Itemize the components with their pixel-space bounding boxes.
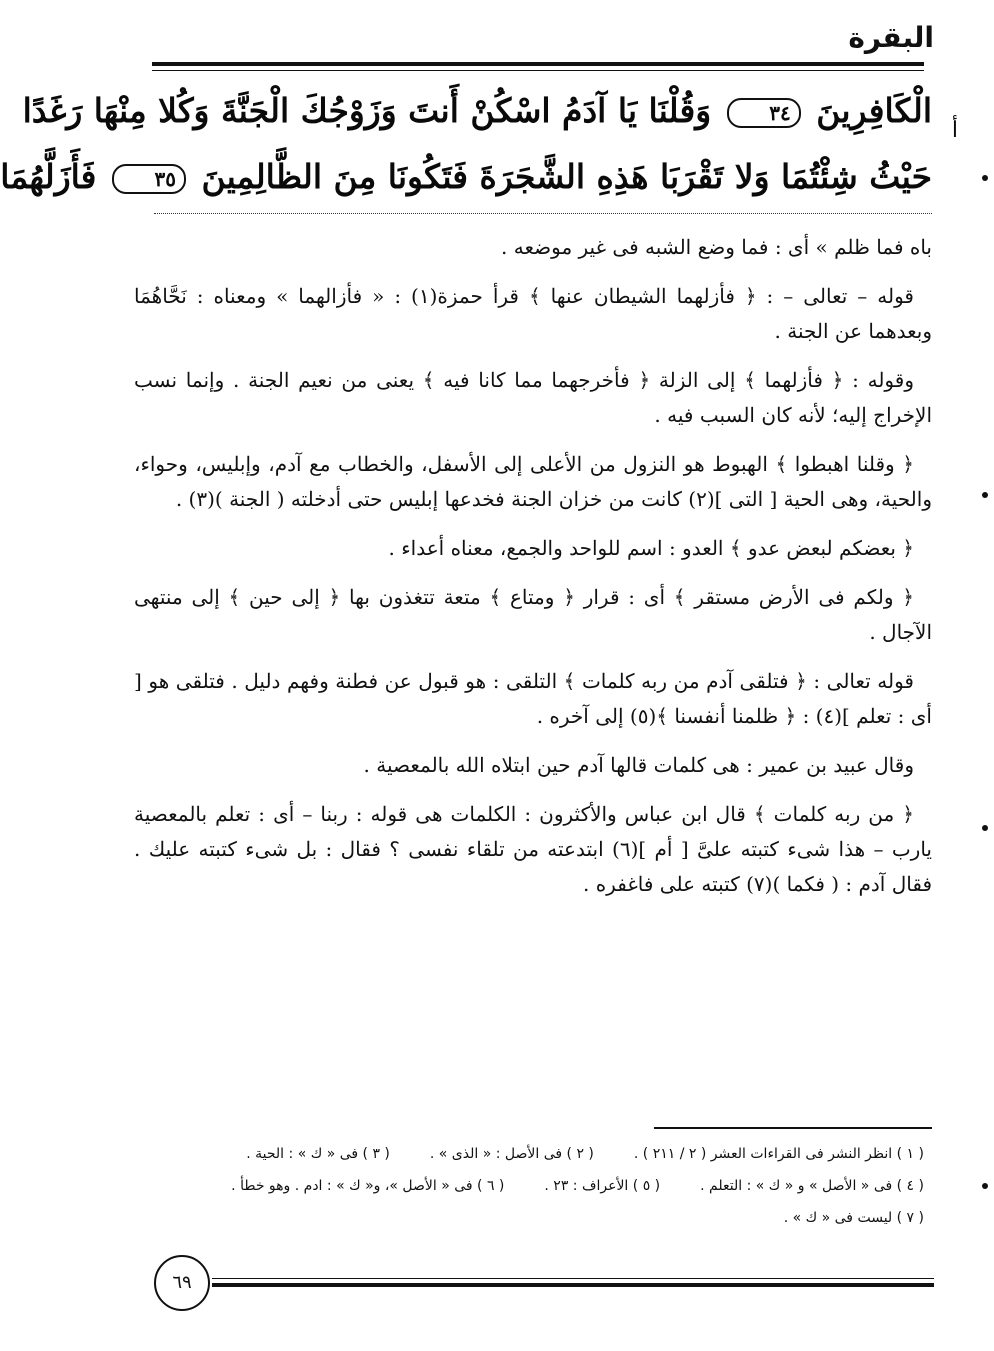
header-rule-thin	[152, 70, 924, 71]
commentary-body	[134, 230, 932, 916]
header-rule-thick	[152, 62, 924, 66]
scan-mark	[982, 825, 988, 831]
quran-verse-block	[0, 78, 958, 210]
quran-text: حَيْثُ شِئْتُمَا وَلا تَقْرَبَا هَذِهِ الشَّجَرَةَ فَتَكُونَا مِنَ الظَّالِمِينَ	[201, 157, 932, 196]
footnote: ( ٤ ) فى « الأصل » و « ك » : التعلم .	[700, 1178, 924, 1194]
footer-rule-thick	[212, 1283, 934, 1287]
paragraph: ﴿ وقلنا اهبطوا ﴾ الهبوط هو النزول من الأعلى إلى الأسفل، والخطاب مع آدم، وإبليس، وحواء، والحية، وهى الحية [ التى ](٢) كانت من خزان الجنة فخدعها إبليس حتى أدخلته ( الجنة )(٣) .	[134, 452, 932, 511]
paragraph: ﴿ ولكم فى الأرض مستقر ﴾ أى : قرار ﴿ ومتاع ﴾ متعة تتغذون بها ﴿ إلى حين ﴾ إلى منتهى الآجال .	[134, 585, 932, 644]
paragraph: وقال عبيد بن عمير : هى كلمات قالها آدم حين ابتلاه الله بالمعصية .	[363, 753, 914, 777]
paragraph: باه فما ظلم » أى : فما وضع الشبه فى غير موضعه .	[501, 235, 932, 259]
footnotes	[142, 1138, 924, 1234]
quran-line-2	[0, 144, 932, 210]
footnote: ( ١ ) انظر النشر فى القراءات العشر ( ٢ / ٢١١ ) .	[633, 1146, 924, 1162]
footnote: ( ٦ ) فى « الأصل »، و« ك » : ادم . وهو خطأ .	[231, 1178, 505, 1194]
footnote: ( ٣ ) فى « ك » : الحية .	[246, 1146, 390, 1162]
ayah-number-marker: ٣٥	[112, 164, 186, 194]
quran-text: الْكَافِرِينَ	[816, 91, 932, 130]
paragraph: وقوله : ﴿ فأزلهما ﴾ إلى الزلة ﴿ فأخرجهما مما كانا فيه ﴾ يعنى من نعيم الجنة . وإنما نسب الإخراج إليه؛ لأنه كان السبب فيه .	[134, 368, 932, 427]
scan-mark	[982, 175, 988, 181]
verse-separator	[154, 213, 932, 214]
page-number: ٦٩	[154, 1255, 210, 1311]
scan-mark	[982, 1183, 988, 1189]
quran-line-1	[22, 78, 932, 144]
quran-text: فَأَزَلَّهُمَا	[0, 157, 97, 196]
footer-rule-thin	[212, 1278, 934, 1279]
ayah-number-marker: ٣٤	[727, 98, 801, 128]
footnote: ( ٢ ) فى الأصل : « الذى » .	[429, 1146, 594, 1162]
footnote-row	[142, 1202, 924, 1234]
footnote-row	[142, 1138, 924, 1170]
footnote: ( ٧ ) ليست فى « ك » .	[783, 1210, 924, 1226]
footnote-row	[142, 1170, 924, 1202]
footnote-rule	[654, 1127, 932, 1129]
margin-marker: أ	[951, 118, 958, 143]
surah-title: البقرة	[848, 21, 934, 54]
scan-mark	[982, 492, 988, 498]
footnote: ( ٥ ) الأعراف : ٢٣ .	[544, 1178, 661, 1194]
paragraph: قوله – تعالى – : ﴿ فأزلهما الشيطان عنها ﴾ قرأ حمزة(١) : « فأزالهما » ومعناه : نَحَّاهُمَا وبعدهما عن الجنة .	[134, 284, 932, 343]
paragraph: قوله تعالى : ﴿ فتلقى آدم من ربه كلمات ﴾ التلقى : هو قبول عن فطنة وفهم دليل . فتلقى هو [ أى : تعلم ](٤) : ﴿ ظلمنا أنفسنا ﴾(٥) إلى آخره .	[134, 669, 932, 728]
quran-text: وَقُلْنَا يَا آدَمُ اسْكُنْ أَنتَ وَزَوْجُكَ الْجَنَّةَ وَكُلا مِنْهَا رَغَدًا	[22, 91, 712, 130]
paragraph: ﴿ من ربه كلمات ﴾ قال ابن عباس والأكثرون : الكلمات هى قوله : ربنا – أى : تعلم بالمعصية يارب – هذا شىء كتبته علىَّ [ أم ](٦) ابتدعته من تلقاء نفسى ؟ فقال : بل شىء كتبته عليك . فقال آدم : ( فكما )(٧) كتبته على فاغفره .	[134, 802, 932, 896]
paragraph: ﴿ بعضكم لبعض عدو ﴾ العدو : اسم للواحد والجمع، معناه أعداء .	[388, 536, 914, 560]
